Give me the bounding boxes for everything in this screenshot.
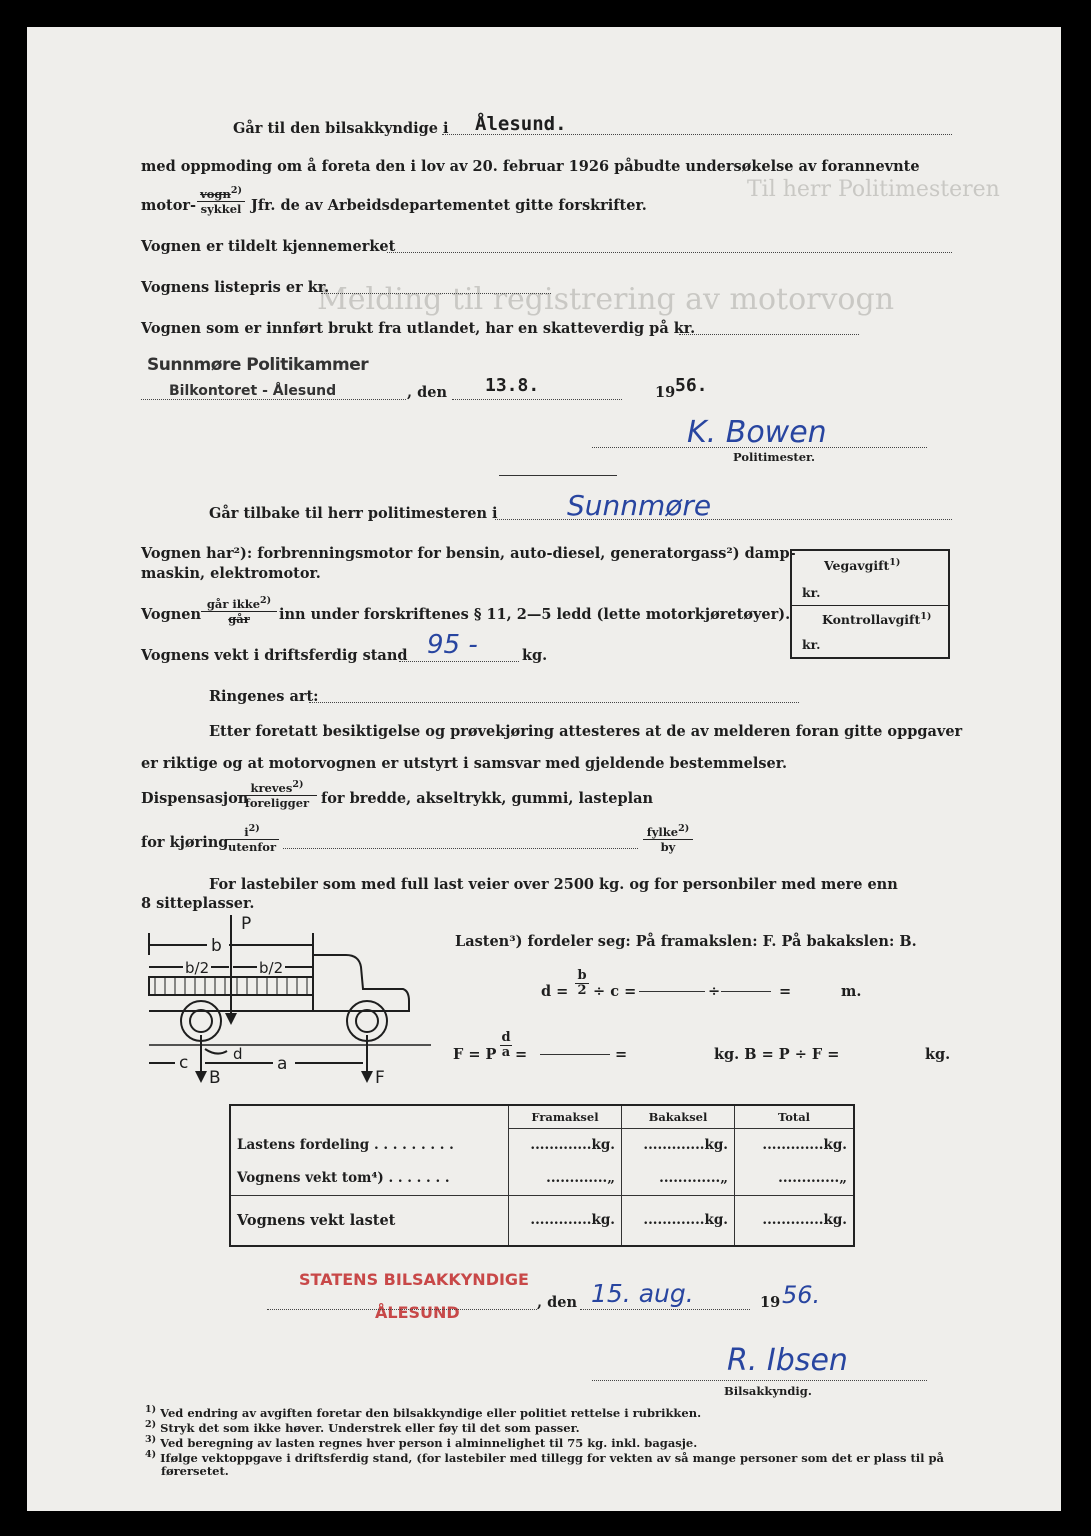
inspector-signature-line — [592, 1380, 927, 1381]
engine-line1: Vognen har²): forbrenningsmotor for bensin, auto-diesel, generatorgass²) damp- — [141, 545, 796, 562]
disp-frac-bottom: foreligger — [237, 795, 317, 810]
police-title: Politimester. — [733, 450, 816, 464]
load-distribution-table — [229, 1104, 855, 1247]
request-line: med oppmoding om å foreta den i lov av 20. februar 1926 påbudte undersøkelse av forannevnte — [141, 158, 920, 175]
table-row-label: Vognens vekt lastet — [230, 1195, 509, 1246]
F-formula-label: F = P — [453, 1046, 497, 1063]
list-price-dotline — [321, 293, 551, 294]
F-kg-B-formula: kg. B = P ÷ F = — [714, 1046, 840, 1063]
tyres-label: Ringenes art: — [209, 688, 319, 705]
fees-box-divider — [792, 605, 948, 606]
table-header-total: Total — [735, 1105, 855, 1129]
den-label-top: , den — [407, 384, 448, 401]
diag-rear-hub — [190, 1010, 212, 1032]
diag-B-label: B — [209, 1068, 221, 1085]
cell-unit: „ — [720, 1170, 728, 1187]
goes-fraction — [201, 594, 277, 626]
driving-dotline — [283, 848, 638, 849]
diag-b-half-right: b/2 — [259, 959, 284, 977]
diag-P-arrowhead — [225, 1013, 237, 1025]
F-formula-eq2: = — [615, 1046, 628, 1063]
vognen-label: Vognen — [141, 606, 202, 623]
load-distribution-line: Lasten³) fordeler seg: På framakslen: F. På bakakslen: B. — [455, 933, 917, 950]
weight-handwritten: 95 - — [427, 630, 478, 660]
date-typed: 13.8. — [485, 375, 540, 396]
frac-top-sup: 2) — [230, 185, 242, 196]
bottom-den-label: , den — [537, 1294, 578, 1311]
red-stamp-line1: STATENS BILSAKKYNDIGE — [299, 1270, 529, 1289]
police-stamp-line2: Bilkontoret - Ålesund — [169, 383, 337, 399]
d-formula-mid: ÷ c = — [593, 983, 637, 1000]
footnote-4 — [145, 1449, 944, 1465]
cell-unit: kg. — [823, 1212, 847, 1229]
d-formula-m: m. — [841, 983, 862, 1000]
table-header-blank — [230, 1105, 509, 1129]
table-cell: .............„ — [735, 1161, 855, 1195]
weight-dotline — [399, 661, 519, 662]
weight-label: Vognens vekt i driftsferdig stand — [141, 647, 408, 664]
road-tax-kr: kr. — [802, 585, 821, 600]
table-cell: .............kg. — [509, 1195, 622, 1246]
inspection-line2: er riktige og at motorvognen er utstyrt i samsvar med gjeldende bestemmelser. — [141, 755, 788, 772]
frac-bottom: sykkel — [197, 201, 245, 216]
bottom-year-prefix: 19 — [760, 1294, 781, 1311]
footnote-text: Ved beregning av lasten regnes hver person i alminnelighet til 75 kg. inkl. bagasje. — [160, 1435, 698, 1450]
table-cell: .............„ — [509, 1161, 622, 1195]
diag-B-arrowhead — [195, 1071, 207, 1083]
motor-label: motor- — [141, 197, 197, 214]
d-blank-1 — [639, 991, 705, 992]
date-dotline — [452, 399, 622, 400]
cell-unit: kg. — [704, 1212, 728, 1229]
driving-label: for kjøring — [141, 834, 229, 851]
footnote-4-cont — [161, 1464, 229, 1478]
table-row — [230, 1195, 854, 1246]
goes-to-city: Ålesund. — [475, 113, 567, 135]
table-cell: .............kg. — [735, 1195, 855, 1246]
d-frac-b: b — [577, 968, 587, 983]
year-typed: 56. — [675, 375, 708, 396]
police-stamp-line1: Sunnmøre Politikammer — [147, 355, 369, 375]
d-frac-2: 2 — [575, 983, 589, 998]
table-row-label: Lastens fordeling . . . . . . . . . — [230, 1129, 509, 1161]
bottom-year-handwritten: 56. — [782, 1281, 821, 1309]
footnote-number: 3) — [145, 1434, 157, 1445]
diag-F-arrowhead — [361, 1071, 373, 1083]
dispensation-label: Dispensasjon — [141, 790, 249, 807]
diag-c-label: c — [179, 1053, 189, 1073]
table-header-rear: Bakaksel — [622, 1105, 735, 1129]
list-price-label: Vognens listepris er kr. — [141, 279, 330, 296]
drv-frac-sup: 2) — [248, 823, 260, 834]
road-tax-sup: 1) — [889, 557, 901, 568]
disp-frac-top: kreves — [250, 780, 293, 795]
table-header-row — [230, 1105, 854, 1129]
plate-dotline — [387, 252, 952, 253]
inspector-signature: R. Ibsen — [727, 1343, 848, 1378]
diag-P-label: P — [241, 915, 252, 934]
F-frac-d: d — [501, 1030, 511, 1045]
footnote-number: 1) — [145, 1404, 157, 1415]
F-frac-a: a — [501, 1045, 511, 1060]
diag-front-hub — [356, 1010, 378, 1032]
cell-unit: kg. — [591, 1137, 615, 1154]
table-cell: .............kg. — [622, 1195, 735, 1246]
footnote-number: 2) — [145, 1419, 157, 1430]
inspection-line1: Etter foretatt besiktigelse og prøvekjøring attesteres at de av melderen foran gitte oppgaver — [209, 723, 963, 740]
table-cell: .............kg. — [622, 1129, 735, 1161]
goes-frac-top: går ikke — [206, 596, 261, 611]
footnote-text: Stryk det som ikke høver. Understrek eller føy til det som passer. — [160, 1420, 580, 1435]
goes-frac-bottom: går — [228, 611, 250, 626]
police-signature: K. Bowen — [687, 415, 827, 450]
lorry-axle-diagram — [141, 915, 441, 1085]
driving-fraction — [225, 822, 279, 854]
cell-unit: „ — [839, 1170, 847, 1187]
table-cell: .............„ — [622, 1161, 735, 1195]
motor-tail: Jfr. de av Arbeidsdepartementet gitte forskrifter. — [251, 197, 647, 214]
import-dotline — [679, 334, 859, 335]
county-frac-sup: 2) — [678, 823, 690, 834]
diag-F-label: F — [375, 1068, 385, 1085]
engine-line2: maskin, elektromotor. — [141, 565, 321, 582]
bleed-through-text: Til herr Politimesteren — [747, 177, 1000, 202]
table-row-label: Vognens vekt tom⁴) . . . . . . . — [230, 1161, 509, 1195]
d-formula-label: d = — [541, 983, 569, 1000]
cell-unit: „ — [607, 1170, 615, 1187]
plate-label: Vognen er tildelt kjennemerket — [141, 238, 396, 255]
F-kg-end: kg. — [925, 1046, 951, 1063]
footnote-number: 4) — [145, 1449, 157, 1460]
row-label-text: Vognens vekt tom⁴) — [237, 1170, 384, 1187]
weight-unit: kg. — [522, 647, 548, 664]
table-cell: .............kg. — [735, 1129, 855, 1161]
year-prefix-top: 19 — [655, 384, 676, 401]
table-cell: .............kg. — [509, 1129, 622, 1161]
inspector-title: Bilsakkyndig. — [724, 1384, 812, 1398]
footnote-text: Ved endring av avgiften foretar den bilsakkyndige eller politiet rettelse i rubrikken. — [160, 1405, 702, 1420]
county-frac-top: fylke — [646, 824, 679, 839]
drv-frac-top: i — [244, 824, 249, 839]
drv-frac-bottom: utenfor — [225, 839, 279, 854]
footnote-text: førersetet. — [161, 1464, 229, 1478]
cell-unit: kg. — [823, 1137, 847, 1154]
fees-box — [790, 549, 950, 659]
d-fraction — [575, 969, 589, 998]
diag-d-label: d — [233, 1045, 243, 1063]
table-row — [230, 1129, 854, 1161]
goes-frac-sup: 2) — [260, 595, 272, 606]
d-formula-eq: = — [779, 983, 792, 1000]
document-page — [27, 27, 1061, 1511]
section-divider — [499, 475, 617, 476]
F-formula-eq: = — [515, 1046, 528, 1063]
road-tax-label: Vegavgift — [824, 558, 890, 574]
table-header-front: Framaksel — [509, 1105, 622, 1129]
bottom-date-handwritten: 15. aug. — [591, 1279, 694, 1308]
cell-unit: kg. — [591, 1212, 615, 1229]
F-fraction — [500, 1031, 512, 1060]
red-stamp-line2: ÅLESUND — [375, 1303, 460, 1322]
footnote-text: Ifølge vektoppgave i driftsferdig stand, (for lastebiler med tillegg for vekten av så mange personer som det er plass til på — [160, 1450, 945, 1465]
diag-b-label: b — [211, 936, 222, 956]
row-label-text: Lastens fordeling — [237, 1136, 370, 1153]
lorry-line2: 8 sitteplasser. — [141, 895, 255, 912]
regulation-text: inn under forskriftenes § 11, 2—5 ledd (lette motorkjøretøyer). — [279, 606, 791, 623]
goes-to-label: Går til den bilsakkyndige i — [233, 120, 449, 137]
diag-a-label: a — [277, 1054, 288, 1074]
cell-unit: kg. — [704, 1137, 728, 1154]
d-formula-div: ÷ — [708, 983, 721, 1000]
motor-fraction — [197, 184, 245, 216]
import-label: Vognen som er innført brukt fra utlandet, har en skatteverdig på kr. — [141, 320, 696, 337]
d-blank-2 — [721, 991, 771, 992]
dispensation-tail: for bredde, akseltrykk, gummi, lasteplan — [321, 790, 654, 807]
tyres-dotline — [309, 702, 799, 703]
police-signature-line — [592, 447, 927, 448]
county-frac-bottom: by — [643, 839, 693, 854]
bleed-through-title: Melding til registrering av motorvogn — [317, 282, 895, 317]
bottom-date-dotline — [580, 1309, 750, 1310]
diag-d-arc — [205, 1049, 227, 1054]
return-dotline — [495, 519, 952, 520]
lorry-line1: For lastebiler som med full last veier over 2500 kg. og for personbiler med mere enn — [209, 876, 898, 893]
F-blank — [540, 1054, 610, 1055]
return-label: Går tilbake til herr politimesteren i — [209, 505, 498, 522]
control-fee-sup: 1) — [920, 611, 932, 622]
footnote-2 — [145, 1419, 580, 1435]
diag-b-half-left: b/2 — [185, 959, 210, 977]
county-fraction — [643, 822, 693, 854]
place-dotline — [141, 399, 406, 400]
control-fee-label: Kontrollavgift — [822, 612, 921, 628]
control-fee-kr: kr. — [802, 637, 821, 652]
dispensation-fraction — [237, 778, 317, 810]
bottom-place-dotline — [267, 1309, 537, 1310]
footnote-1 — [145, 1404, 701, 1420]
table-row — [230, 1161, 854, 1195]
disp-frac-sup: 2) — [292, 779, 304, 790]
footnote-3 — [145, 1434, 697, 1450]
return-place-handwritten: Sunnmøre — [567, 489, 712, 522]
frac-top-struck: vogn — [200, 186, 231, 201]
